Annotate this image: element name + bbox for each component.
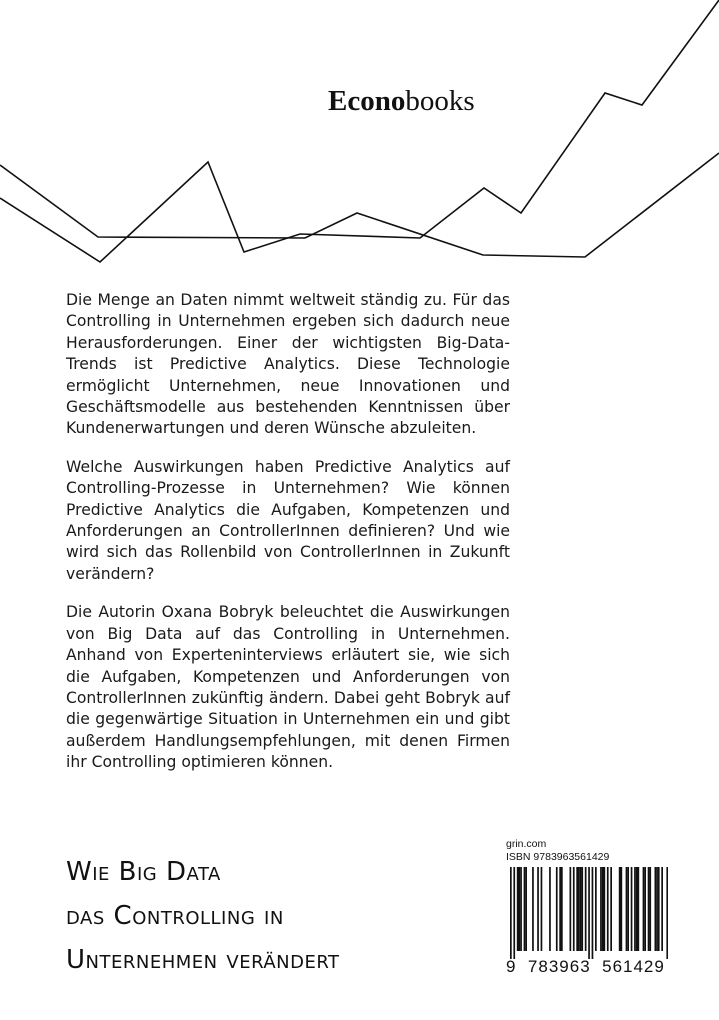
book-title: [66, 850, 340, 982]
barcode-bar: [537, 867, 539, 951]
isbn-label: ISBN 9783963561429: [506, 851, 610, 863]
barcode-bar: [656, 867, 658, 951]
barcode-bar: [549, 867, 551, 951]
barcode-bar: [610, 867, 612, 951]
isbn-digit-group-2: 561429: [602, 957, 665, 976]
barcode-bar: [626, 867, 628, 951]
barcode-bar: [649, 867, 651, 951]
book-title-line-2: das Controlling in: [66, 901, 284, 931]
blurb-paragraph-1: Die Menge an Daten nimmt weltweit ständig zu. Für das Controlling in Unternehmen ergeben sich dadurch neue Herausforderungen. Einer der wichtigsten Big-Data-Trends ist Predictive Analytics. Diese Technologie ermöglicht Unternehmen, neue Innovationen und Geschäftsmodelle aus bestehenden Kenntnissen über Kundenerwartungen und deren Wünsche abzuleiten.: [66, 291, 510, 438]
barcode-bar: [638, 867, 640, 951]
barcode-bar: [580, 867, 582, 951]
barcode-bar: [541, 867, 543, 951]
isbn-digits: [506, 958, 671, 976]
barcode-bar: [576, 867, 578, 951]
back-cover-blurb: [66, 290, 510, 791]
barcode-bar: [621, 867, 623, 951]
barcode-bar: [519, 867, 521, 951]
barcode-bar: [581, 867, 583, 951]
barcode-bar: [655, 867, 657, 951]
barcode-bar: [602, 867, 604, 951]
publisher-url: grin.com: [506, 838, 547, 850]
barcode-bar: [517, 867, 519, 951]
econobooks-logo: [328, 85, 475, 118]
barcode-bar: [661, 867, 663, 951]
logo-brand-light: books: [405, 85, 475, 117]
barcode-bar: [627, 867, 629, 951]
logo-brand-bold: Econo: [328, 85, 406, 117]
book-title-line-1: Wie Big Data: [66, 857, 221, 887]
blurb-paragraph-2: Welche Auswirkungen haben Predictive Analytics auf Controlling-Prozesse in Unternehmen? Wie können Predictive Analytics die Aufgaben, Kompetenzen und Anforderungen an ControllerInnen definieren? Und wie wird sich das Rollenbild von ControllerInnen in Zukunft verändern?: [66, 457, 510, 583]
barcode-bar: [588, 867, 590, 959]
barcode-bar: [631, 867, 633, 951]
barcode-bar: [634, 867, 636, 951]
isbn-barcode-block: [506, 838, 671, 976]
barcode-bar: [600, 867, 602, 951]
book-title-line-3: Unternehmen verändert: [66, 945, 340, 975]
barcode-bar: [556, 867, 558, 951]
decorative-line-b: [0, 153, 719, 257]
barcode-bar: [619, 867, 621, 951]
barcode-bar: [520, 867, 522, 951]
barcode-image: [506, 867, 668, 959]
barcode-bar: [525, 867, 527, 951]
barcode-bar: [666, 867, 668, 959]
blurb-paragraph-3: Die Autorin Oxana Bobryk beleuchtet die Auswirkungen von Big Data auf das Controlling in Unternehmen. Anhand von Experteninterviews erläutert sie, wie sich die Aufgaben, Kompetenzen und Anforderungen von ControllerInnen zukünftig ändern. Dabei geht Bobryk auf die gegenwärtige Situation in Unternehmen ein und gibt außerdem Handlungsempfehlungen, mit denen Firmen ihr Controlling optimieren können.: [66, 603, 510, 772]
barcode-bar: [585, 867, 587, 951]
barcode-bar: [658, 867, 660, 951]
barcode-bar: [559, 867, 561, 951]
barcode-bar: [570, 867, 572, 951]
barcode-bar: [578, 867, 580, 951]
barcode-bar: [607, 867, 609, 951]
barcode-bar: [643, 867, 645, 951]
barcode-bar: [532, 867, 534, 951]
barcode-bar: [510, 867, 512, 959]
barcode-bar: [648, 867, 650, 951]
barcode-bar: [604, 867, 606, 951]
barcode-bar: [513, 867, 515, 959]
barcode-bar: [592, 867, 594, 959]
isbn-digit-first: 9: [506, 957, 517, 976]
barcode-bar: [573, 867, 575, 951]
decorative-line-a: [0, 0, 719, 262]
barcode-bar: [636, 867, 638, 951]
isbn-digit-group-1: 783963: [527, 957, 591, 976]
barcode-bar: [524, 867, 526, 951]
decorative-line-graphic: [0, 0, 719, 300]
barcode-bar: [595, 867, 597, 951]
barcode-bar: [561, 867, 563, 951]
barcode-bar: [644, 867, 646, 951]
